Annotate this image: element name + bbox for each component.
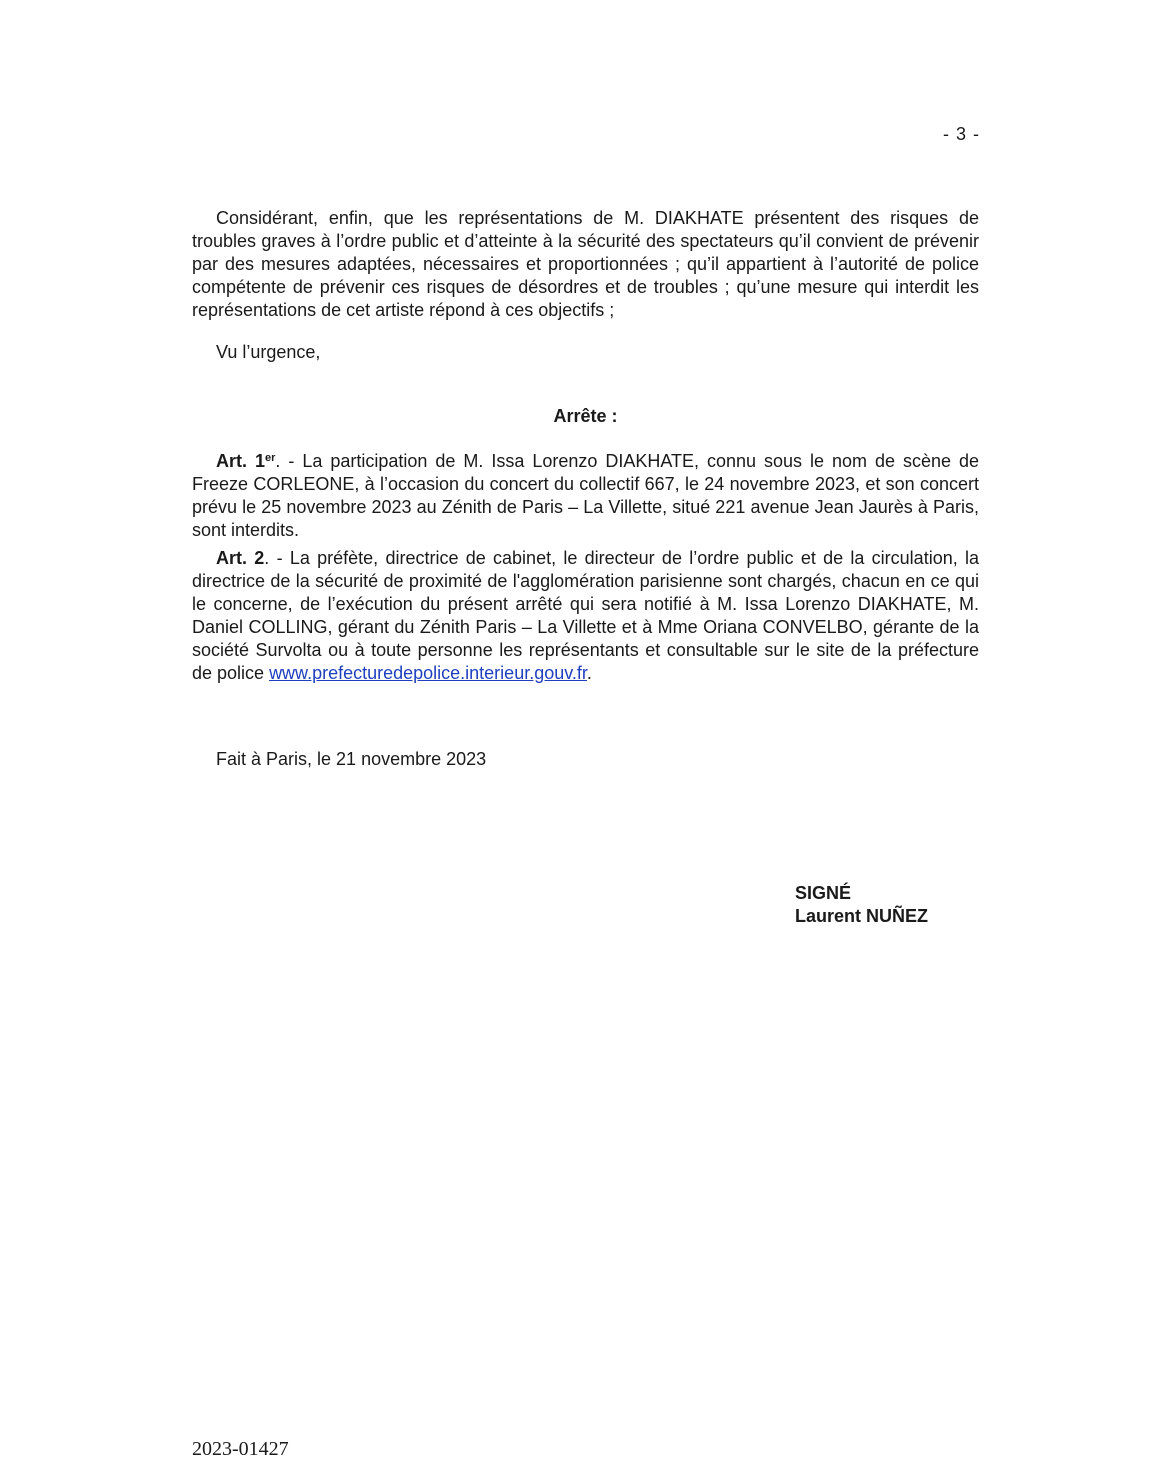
signed-label: SIGNÉ <box>795 883 852 903</box>
article-1-text: La participation de M. Issa Lorenzo DIAKHATE, connu sous le nom de scène de Freeze CORLEONE, à l’occasion du concert du collectif 667, le 24 novembre 2023, et son concert prévu le 25 novembre 2023 au Zénith de Paris – La Villette, situé 221 avenue Jean Jaurès à Paris, sont interdits. <box>192 451 980 540</box>
considerant-paragraph <box>192 207 979 322</box>
article-2-text: La préfète, directrice de cabinet, le directeur de l’ordre public et de la circulation, la directrice de la sécurité de proximité de l'agglomération parisienne sont chargés, chacun en ce qui le concerne, de l’exécution du présent arrêté qui sera notifié à M. Issa Lorenzo DIAKHATE, M. Daniel COLLING, gérant du Zénith Paris – La Villette et à Mme Oriana CONVELBO, gérante de la société Survolta ou à toute personne les représentants et consultable sur le site de la préfecture de police <box>192 548 980 683</box>
prefecture-link[interactable]: www.prefecturedepolice.interieur.gouv.fr <box>269 663 587 683</box>
article-1-sup: er <box>264 452 276 464</box>
article-2-end: . <box>586 663 592 683</box>
vu-text: Vu l’urgence, <box>216 342 321 362</box>
article-2-label: Art. 2 <box>216 548 265 568</box>
fait-paragraph <box>192 748 979 771</box>
page-number: - 3 - <box>942 124 980 144</box>
document-reference: 2023-01427 <box>192 1438 289 1460</box>
article-2-separator: . - <box>264 548 290 568</box>
article-2 <box>192 547 979 685</box>
fait-text: Fait à Paris, le 21 novembre 2023 <box>216 749 487 769</box>
signature-block <box>795 882 928 928</box>
arrete-heading: Arrête : <box>553 406 618 426</box>
article-1-label: Art. 1 <box>216 451 265 471</box>
article-1-separator: . - <box>275 451 303 471</box>
article-1 <box>192 450 979 542</box>
signatory-name: Laurent NUÑEZ <box>795 906 929 926</box>
considerant-text: Considérant, enfin, que les représentations de M. DIAKHATE présentent des risques de troubles graves à l’ordre public et d’atteinte à la sécurité des spectateurs qu’il convient de prévenir par des mesures adaptées, nécessaires et proportionnées ; qu’il appartient à l’autorité de police compétente de prévenir ces risques de désordres et de troubles ; qu’une mesure qui interdit les représentations de cet artiste répond à ces objectifs ; <box>192 208 979 320</box>
vu-paragraph <box>192 341 979 364</box>
